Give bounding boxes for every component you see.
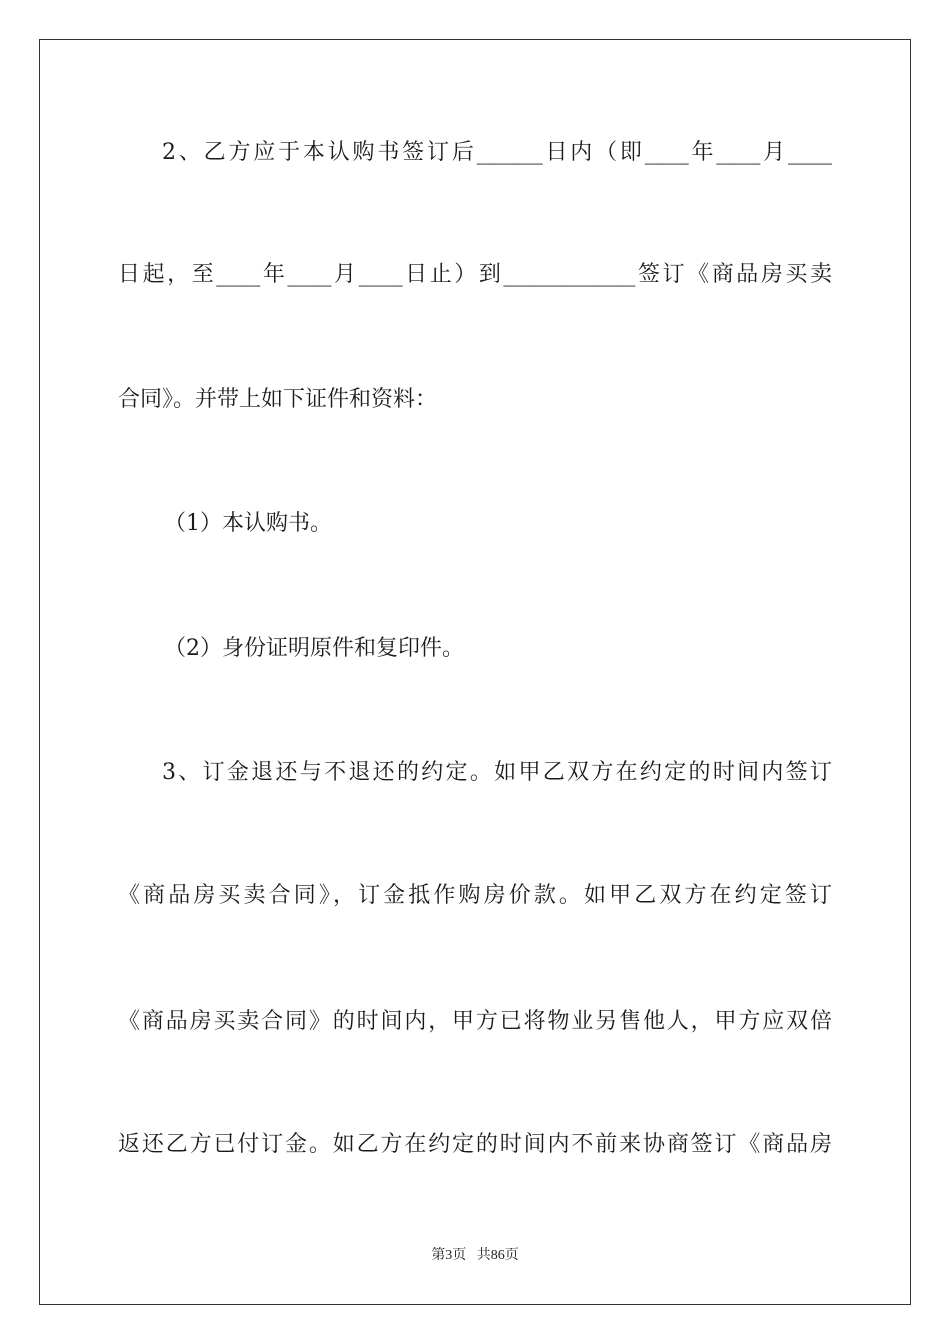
paragraph-2-line-1: 2、乙方应于本认购书签订后______日内（即____年____月____	[162, 140, 832, 165]
page-number: 第3页	[431, 1248, 467, 1263]
list-item-1: （1）本认购书。	[164, 511, 332, 536]
list-item-2: （2）身份证明原件和复印件。	[164, 636, 464, 661]
paragraph-3-line-1: 3、订金退还与不退还的约定。如甲乙双方在约定的时间内签订	[162, 760, 832, 785]
paragraph-3-line-4: 返还乙方已付订金。如乙方在约定的时间内不前来协商签订《商品房	[118, 1132, 832, 1157]
paragraph-2-line-2: 日起，至____年____月____日止）到____________签订《商品房买卖	[118, 262, 832, 287]
paragraph-2-line-3: 合同》。并带上如下证件和资料：	[118, 387, 438, 412]
paragraph-3-line-3: 《商品房买卖合同》的时间内，甲方已将物业另售他人，甲方应双倍	[118, 1009, 832, 1034]
page-footer	[0, 1244, 950, 1264]
total-pages: 共86页	[476, 1248, 519, 1263]
paragraph-3-line-2: 《商品房买卖合同》，订金抵作购房价款。如甲乙双方在约定签订	[118, 883, 832, 908]
page-frame	[39, 39, 911, 1305]
